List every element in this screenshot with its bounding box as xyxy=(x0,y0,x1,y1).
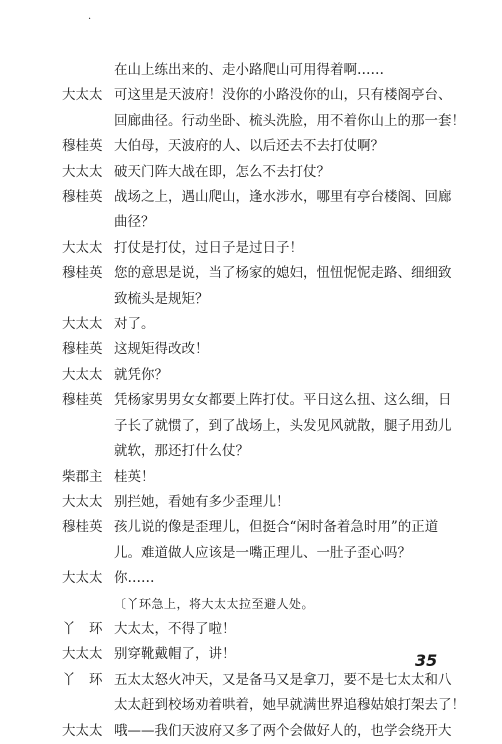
dialogue-line xyxy=(62,210,450,235)
dialogue-text: 就凭你？ xyxy=(114,366,168,383)
dialogue-line xyxy=(62,617,450,642)
speaker-name: 大太太 xyxy=(62,316,103,333)
dialogue-text: 五太太怒火冲天，又是备马又是拿刀，要不是七太太和八 xyxy=(114,671,452,688)
dialogue-text: 桂英！ xyxy=(114,468,155,485)
dialogue-line xyxy=(62,719,450,744)
speaker-name xyxy=(62,58,114,83)
speaker-name: 大太太 xyxy=(62,493,103,510)
dialogue-text: 在山上练出来的、走小路爬山可用得着啊…… xyxy=(114,62,384,78)
dialogue-line xyxy=(62,465,450,490)
dialogue-line xyxy=(62,566,450,591)
speaker-name xyxy=(62,439,114,464)
dialogue-line xyxy=(62,414,450,439)
dialogue-line xyxy=(62,337,450,362)
dialogue-text: 破天门阵大战在即，怎么不去打仗？ xyxy=(114,163,330,180)
stage-direction-text: 〔丫环急上，将大太太拉至避人处。 xyxy=(114,596,315,611)
dialogue-line xyxy=(62,160,450,185)
dialogue-text: 打仗是打仗，过日子是过日子！ xyxy=(114,239,303,256)
dialogue-text: 子长了就惯了，到了战场上，头发见风就散，腿子用劲儿 xyxy=(114,417,452,434)
speaker-name: 穆桂英 xyxy=(62,138,103,155)
dialogue-line xyxy=(62,134,450,159)
speaker-name: 柴郡主 xyxy=(62,468,103,485)
dialogue-text: 回廊曲径。行动坐卧、梳头洗脸，用不着你山上的那一套！ xyxy=(114,112,465,129)
dialogue-line xyxy=(62,490,450,515)
dialogue-line xyxy=(62,109,465,134)
dialogue-line xyxy=(62,642,450,667)
speaker-name: 大太太 xyxy=(62,646,103,663)
dialogue-line xyxy=(62,287,450,312)
dialogue-text: 别拦她，看她有多少歪理儿！ xyxy=(114,493,290,510)
speaker-name: 大太太 xyxy=(62,366,103,383)
corner-mark: · xyxy=(88,14,92,25)
speaker-name: 穆桂英 xyxy=(62,265,103,282)
dialogue-text: 孩儿说的像是歪理儿，但挺合“闲时备着急时用”的正道 xyxy=(114,519,439,536)
dialogue-text: 对了。 xyxy=(114,316,155,333)
dialogue-line xyxy=(62,439,450,464)
dialogue-text: 致梳头是规矩？ xyxy=(114,290,209,307)
speaker-name xyxy=(62,287,114,312)
dialogue-text: 大太太，不得了啦！ xyxy=(114,620,236,637)
speaker-name: 穆桂英 xyxy=(62,392,103,409)
dialogue-line xyxy=(62,515,450,540)
dialogue-text: 你…… xyxy=(114,570,155,587)
speaker-name xyxy=(62,592,114,617)
dialogue-line xyxy=(62,541,450,566)
speaker-name xyxy=(62,109,114,134)
dialogue-line xyxy=(62,261,450,286)
speaker-name: 大太太 xyxy=(62,87,103,104)
dialogue-text: 别穿靴戴帽了，讲！ xyxy=(114,646,236,663)
dialogue-line xyxy=(62,236,450,261)
dialogue-line xyxy=(62,185,450,210)
dialogue-text: 儿。难道做人应该是一嘴正理儿、一肚子歪心吗？ xyxy=(114,544,411,561)
speaker-name: 穆桂英 xyxy=(62,189,103,206)
dialogue-line xyxy=(62,312,450,337)
speaker-name xyxy=(62,693,114,718)
dialogue-text: 就软，那还打什么仗？ xyxy=(114,443,249,460)
speaker-name xyxy=(62,541,114,566)
speaker-name xyxy=(62,414,114,439)
dialogue-text: 可这里是天波府！没你的小路没你的山，只有楼阁亭台、 xyxy=(114,87,452,104)
script-body xyxy=(62,58,465,744)
dialogue-line xyxy=(62,693,465,718)
speaker-name xyxy=(62,210,114,235)
page-number: 35 xyxy=(415,651,438,670)
dialogue-text: 曲径？ xyxy=(114,214,155,231)
dialogue-text: 您的意思是说，当了杨家的媳妇，忸忸怩怩走路、细细致 xyxy=(114,265,452,282)
dialogue-text: 凭杨家男男女女都要上阵打仗。平日这么扭、这么细，日 xyxy=(114,392,452,409)
dialogue-line xyxy=(62,363,450,388)
speaker-name: 丫 环 xyxy=(62,671,103,688)
dialogue-text: 战场之上，遇山爬山，逢水涉水，哪里有亭台楼阁、回廊 xyxy=(114,189,452,206)
dialogue-text: 大伯母，天波府的人、以后还去不去打仗啊？ xyxy=(114,138,384,155)
dialogue-text: 哦——我们天波府又多了两个会做好人的，也学会绕开大 xyxy=(114,722,452,739)
dialogue-line xyxy=(62,388,450,413)
speaker-name: 穆桂英 xyxy=(62,341,103,358)
dialogue-text: 太太赶到校场劝着哄着，她早就满世界追穆姑娘打架去了！ xyxy=(114,697,465,714)
speaker-name: 丫 环 xyxy=(62,620,103,637)
dialogue-line xyxy=(62,58,450,83)
speaker-name: 穆桂英 xyxy=(62,519,103,536)
speaker-name: 大太太 xyxy=(62,163,103,180)
speaker-name: 大太太 xyxy=(62,722,103,739)
stage-direction xyxy=(62,592,450,617)
dialogue-line xyxy=(62,83,450,108)
dialogue-line xyxy=(62,668,450,693)
speaker-name: 大太太 xyxy=(62,570,103,587)
speaker-name: 大太太 xyxy=(62,239,103,256)
dialogue-text: 这规矩得改改！ xyxy=(114,341,209,358)
